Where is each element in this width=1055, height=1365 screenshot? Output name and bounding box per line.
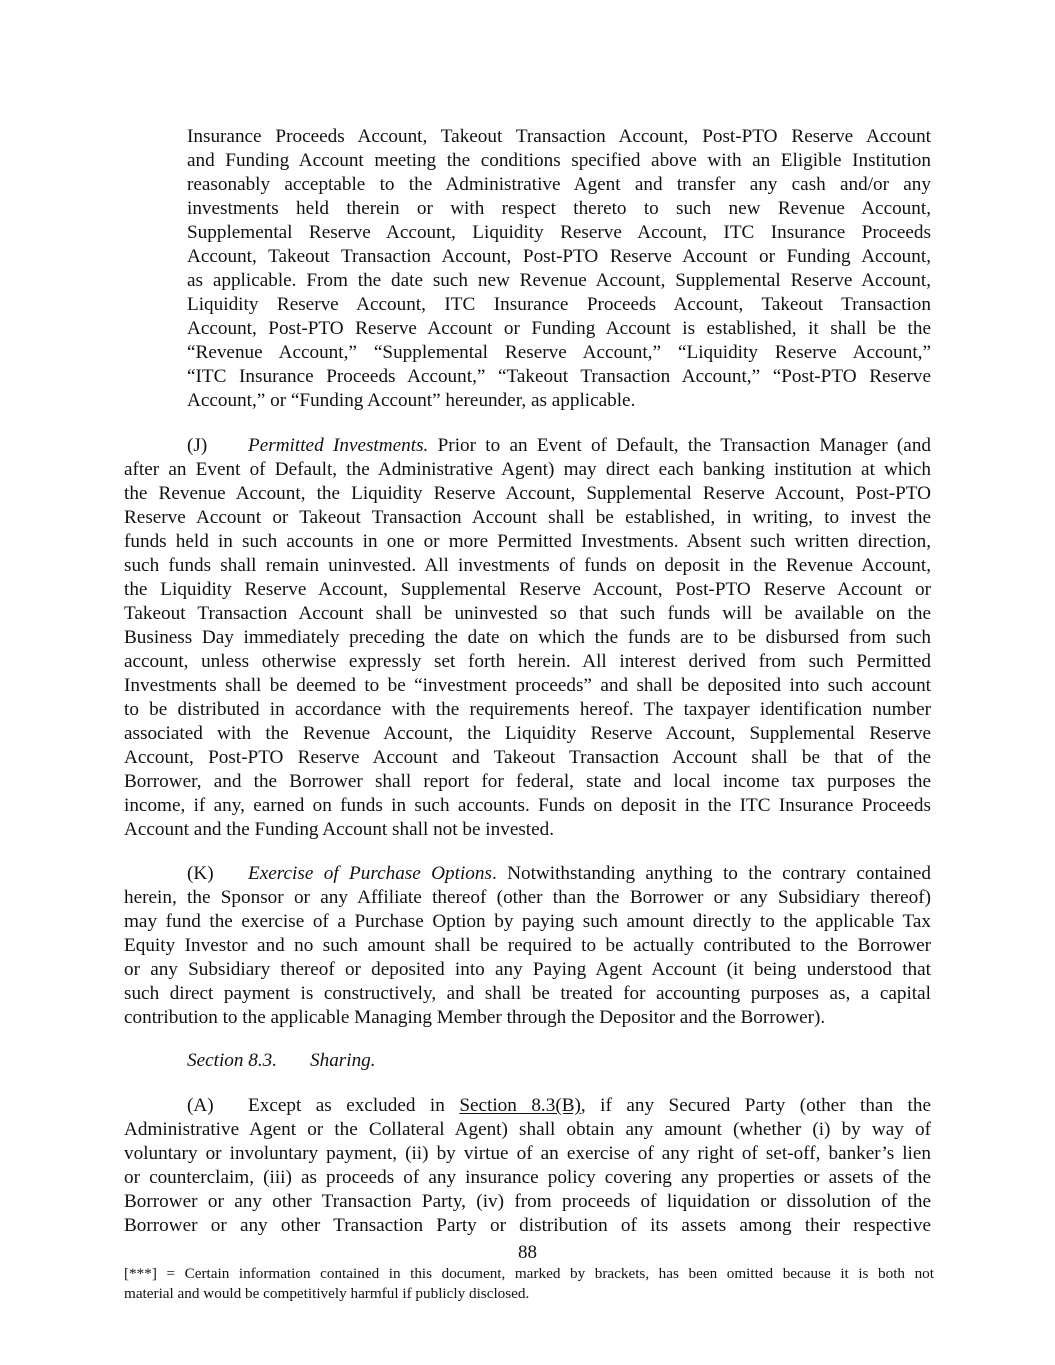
- text-line: Liquidity Reserve Account, ITC Insurance Proceeds Account, Takeout Transaction: [187, 294, 931, 315]
- text-line: Borrower or any other Transaction Party, (iv) from proceeds of liquidation or dissolution of the: [124, 1191, 931, 1212]
- text-span: , if any Secured Party (other than the: [580, 1095, 931, 1116]
- section-a-first-line: [187, 1094, 931, 1118]
- text-line: Takeout Transaction Account shall be uninvested so that such funds will be available on the: [124, 603, 931, 624]
- text-line: Borrower, and the Borrower shall report for federal, state and local income tax purposes the: [124, 771, 931, 792]
- text-line: voluntary or involuntary payment, (ii) by virtue of an exercise of any right of set-off, banker’s lien: [124, 1143, 931, 1164]
- section-8-3-b-cross-reference-link[interactable]: Section 8.3(B): [459, 1095, 581, 1116]
- text-line: Account, Post-PTO Reserve Account or Funding Account is established, it shall be the: [187, 318, 931, 339]
- text-line: to be distributed in accordance with the requirements hereof. The taxpayer identification number: [124, 699, 931, 720]
- section-j-label: (J): [187, 435, 208, 456]
- text-line: may fund the exercise of a Purchase Option by paying such amount directly to the applicable Tax: [124, 911, 931, 932]
- text-line: funds held in such accounts in one or more Permitted Investments. Absent such written direction,: [124, 531, 931, 552]
- section-k-label: (K): [187, 863, 214, 884]
- text-span: . Notwithstanding anything to the contrary contained: [491, 863, 931, 884]
- text-line: such direct payment is constructively, and shall be treated for accounting purposes as, a capital: [124, 983, 931, 1004]
- text-line: or counterclaim, (iii) as proceeds of any insurance policy covering any properties or assets of the: [124, 1167, 931, 1188]
- text-line: Borrower or any other Transaction Party or distribution of its assets among their respective: [124, 1215, 931, 1236]
- text-line: such funds shall remain uninvested. All investments of funds on deposit in the Revenue Account,: [124, 555, 931, 576]
- text-line: the Revenue Account, the Liquidity Reserve Account, Supplemental Reserve Account, Post-PTO: [124, 483, 931, 504]
- text-line: Supplemental Reserve Account, Liquidity Reserve Account, ITC Insurance Proceeds: [187, 222, 931, 243]
- text-line: Insurance Proceeds Account, Takeout Transaction Account, Post-PTO Reserve Account: [187, 126, 931, 147]
- section-title: Sharing.: [310, 1050, 376, 1071]
- page-number: 88: [518, 1242, 537, 1263]
- text-line: Account, Takeout Transaction Account, Post-PTO Reserve Account or Funding Account,: [187, 246, 931, 267]
- text-line: herein, the Sponsor or any Affiliate thereof (other than the Borrower or any Subsidiary thereof): [124, 887, 931, 908]
- text-line: as applicable. From the date such new Revenue Account, Supplemental Reserve Account,: [187, 270, 931, 291]
- text-line: reasonably acceptable to the Administrative Agent and transfer any cash and/or any: [187, 174, 931, 195]
- text-line: Equity Investor and no such amount shall be required to be actually contributed to the Borrower: [124, 935, 931, 956]
- text-line: the Liquidity Reserve Account, Supplemental Reserve Account, Post-PTO Reserve Account or: [124, 579, 931, 600]
- text-line: contribution to the applicable Managing Member through the Depositor and the Borrower).: [124, 1007, 826, 1028]
- section-j-first-line: [187, 434, 931, 458]
- text-line: or any Subsidiary thereof or deposited into any Paying Agent Account (it being understood that: [124, 959, 931, 980]
- text-line: income, if any, earned on funds in such accounts. Funds on deposit in the ITC Insurance Proceeds: [124, 795, 931, 816]
- text-line: account, unless otherwise expressly set forth herein. All interest derived from such Permitted: [124, 651, 931, 672]
- section-number: Section 8.3.: [187, 1050, 278, 1071]
- text-line: Business Day immediately preceding the date on which the funds are to be disbursed from such: [124, 627, 931, 648]
- text-line: Account, Post-PTO Reserve Account and Takeout Transaction Account shall be that of the: [124, 747, 931, 768]
- text-span: Except as excluded in: [248, 1095, 460, 1116]
- text-span: Prior to an Event of Default, the Transaction Manager (and: [428, 435, 932, 456]
- section-a-label: (A): [187, 1095, 214, 1116]
- section-k-first-line: [187, 862, 931, 886]
- text-line: Administrative Agent or the Collateral Agent) shall obtain any amount (whether (i) by way of: [124, 1119, 931, 1140]
- text-line: Account and the Funding Account shall not be invested.: [124, 819, 555, 840]
- text-line: investments held therein or with respect thereto to such new Revenue Account,: [187, 198, 931, 219]
- text-line: Investments shall be deemed to be “investment proceeds” and shall be deposited into such account: [124, 675, 931, 696]
- text-line: after an Event of Default, the Administrative Agent) may direct each banking institution at which: [124, 459, 931, 480]
- text-line: associated with the Revenue Account, the Liquidity Reserve Account, Supplemental Reserve: [124, 723, 931, 744]
- text-line: “ITC Insurance Proceeds Account,” “Takeout Transaction Account,” “Post-PTO Reserve: [187, 366, 931, 387]
- text-line: and Funding Account meeting the conditions specified above with an Eligible Institution: [187, 150, 931, 171]
- text-line: Reserve Account or Takeout Transaction Account shall be established, in writing, to invest the: [124, 507, 931, 528]
- footnote-line: [***] = Certain information contained in this document, marked by brackets, has been omitted because it is both not: [124, 1265, 934, 1282]
- footnote-line: material and would be competitively harmful if publicly disclosed.: [124, 1285, 530, 1302]
- section-k-heading: Exercise of Purchase Options: [248, 863, 492, 884]
- text-line: “Revenue Account,” “Supplemental Reserve Account,” “Liquidity Reserve Account,”: [187, 342, 931, 363]
- section-8-3-heading: [187, 1049, 931, 1073]
- text-line: Account,” or “Funding Account” hereunder, as applicable.: [187, 390, 636, 411]
- section-j-heading: Permitted Investments.: [248, 435, 429, 456]
